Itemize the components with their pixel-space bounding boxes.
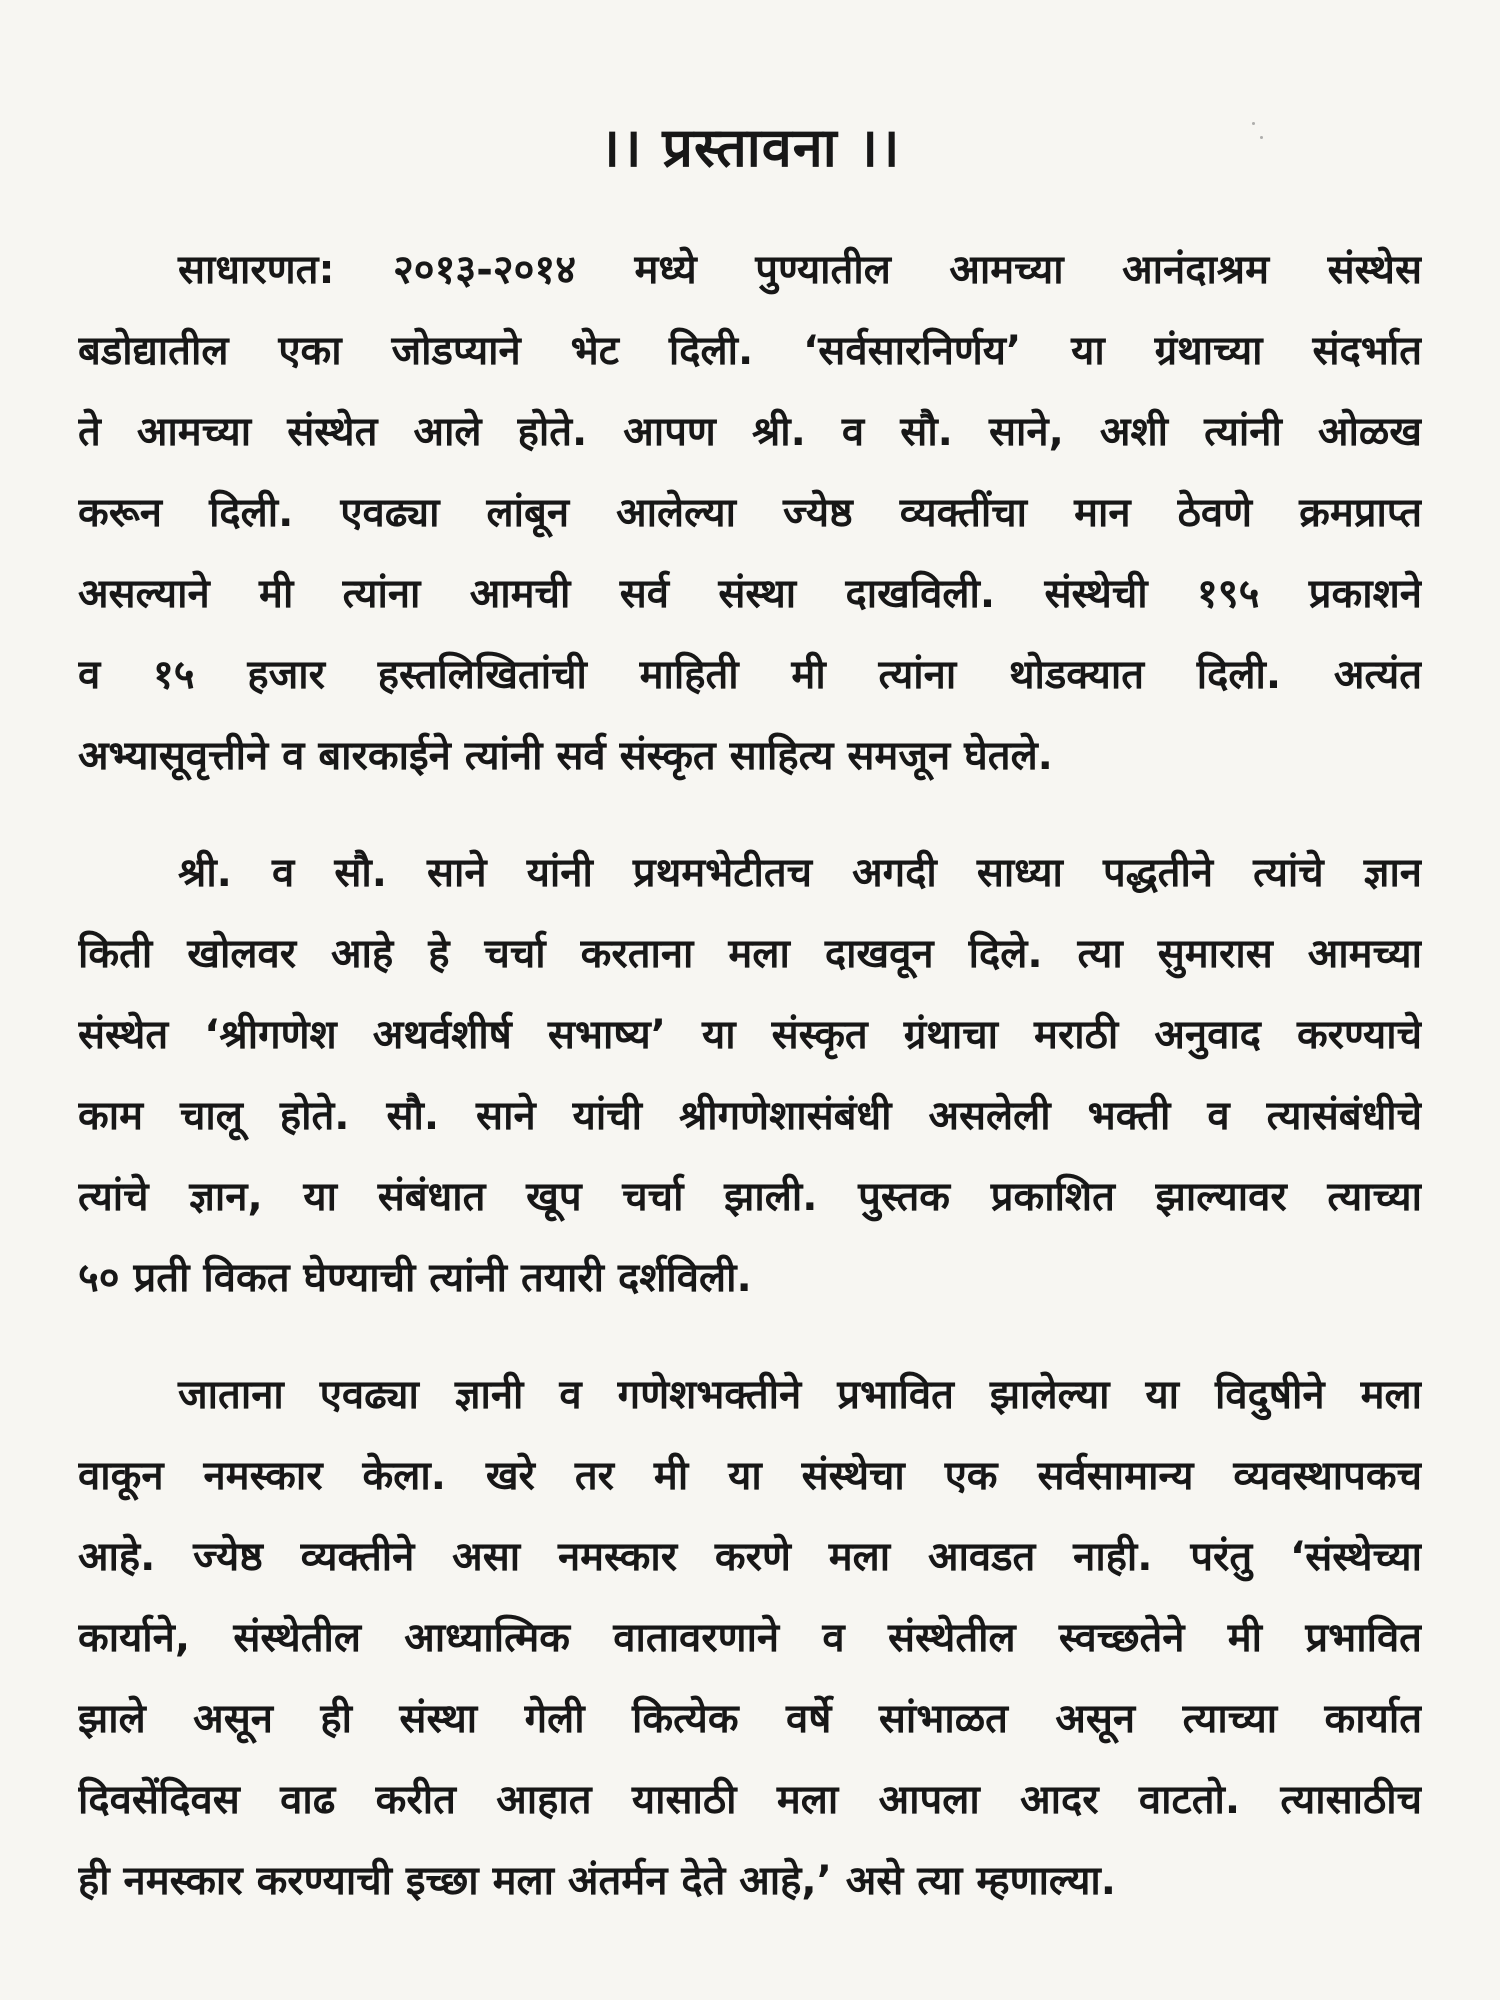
text-line: श्री. व सौ. साने यांनी प्रथमभेटीतच अगदी साध्या पद्धतीने त्यांचे ज्ञान	[178, 850, 1422, 896]
paragraph-2	[78, 833, 1422, 1319]
text-line: झाले असून ही संस्था गेली कित्येक वर्षे सांभाळत असून त्याच्या कार्यात	[78, 1696, 1422, 1742]
text-line: काम चालू होते. सौ. साने यांची श्रीगणेशासंबंधी असलेली भक्ती व त्यासंबंधीचे	[78, 1093, 1422, 1139]
paragraph-1	[78, 230, 1422, 797]
scan-speck	[1252, 122, 1255, 125]
text-line: त्यांचे ज्ञान, या संबंधात खूप चर्चा झाली. पुस्तक प्रकाशित झाल्यावर त्याच्या	[78, 1174, 1422, 1220]
text-line: वाकून नमस्कार केला. खरे तर मी या संस्थेचा एक सर्वसामान्य व्यवस्थापकच	[78, 1453, 1422, 1499]
text-line: दिवसेंदिवस वाढ करीत आहात यासाठी मला आपला आदर वाटतो. त्यासाठीच	[78, 1777, 1422, 1823]
text-line: आहे. ज्येष्ठ व्यक्तीने असा नमस्कार करणे मला आवडत नाही. परंतु ‘संस्थेच्या	[78, 1534, 1422, 1580]
text-line: व १५ हजार हस्तलिखितांची माहिती मी त्यांना थोडक्यात दिली. अत्यंत	[78, 652, 1422, 698]
paragraph-3	[78, 1355, 1422, 1922]
text-line: संस्थेत ‘श्रीगणेश अथर्वशीर्ष सभाष्य’ या संस्कृत ग्रंथाचा मराठी अनुवाद करण्याचे	[78, 1012, 1422, 1058]
text-line: असल्याने मी त्यांना आमची सर्व संस्था दाखविली. संस्थेची १९५ प्रकाशने	[78, 571, 1422, 617]
text-line: कार्याने, संस्थेतील आध्यात्मिक वातावरणाने व संस्थेतील स्वच्छतेने मी प्रभावित	[78, 1615, 1422, 1661]
text-line: ५० प्रती विकत घेण्याची त्यांनी तयारी दर्शविली.	[78, 1255, 752, 1301]
text-line: अभ्यासूवृत्तीने व बारकाईने त्यांनी सर्व संस्कृत साहित्य समजून घेतले.	[78, 733, 1053, 779]
text-line: ही नमस्कार करण्याची इच्छा मला अंतर्मन देते आहे,’ असे त्या म्हणाल्या.	[78, 1858, 1116, 1904]
text-line: करून दिली. एवढ्या लांबून आलेल्या ज्येष्ठ व्यक्तींचा मान ठेवणे क्रमप्राप्त	[78, 490, 1422, 536]
text-line: जाताना एवढ्या ज्ञानी व गणेशभक्तीने प्रभावित झालेल्या या विदुषीने मला	[178, 1372, 1422, 1418]
text-line: किती खोलवर आहे हे चर्चा करताना मला दाखवून दिले. त्या सुमारास आमच्या	[78, 931, 1422, 977]
text-line: साधारणत: २०१३-२०१४ मध्ये पुण्यातील आमच्या आनंदाश्रम संस्थेस	[178, 247, 1422, 293]
text-line: ते आमच्या संस्थेत आले होते. आपण श्री. व सौ. साने, अशी त्यांनी ओळख	[78, 409, 1422, 455]
scan-speck	[1260, 136, 1263, 139]
page-title: ।। प्रस्तावना ।।	[599, 116, 901, 179]
text-line: बडोद्यातील एका जोडप्याने भेट दिली. ‘सर्वसारनिर्णय’ या ग्रंथाच्या संदर्भात	[78, 328, 1422, 374]
